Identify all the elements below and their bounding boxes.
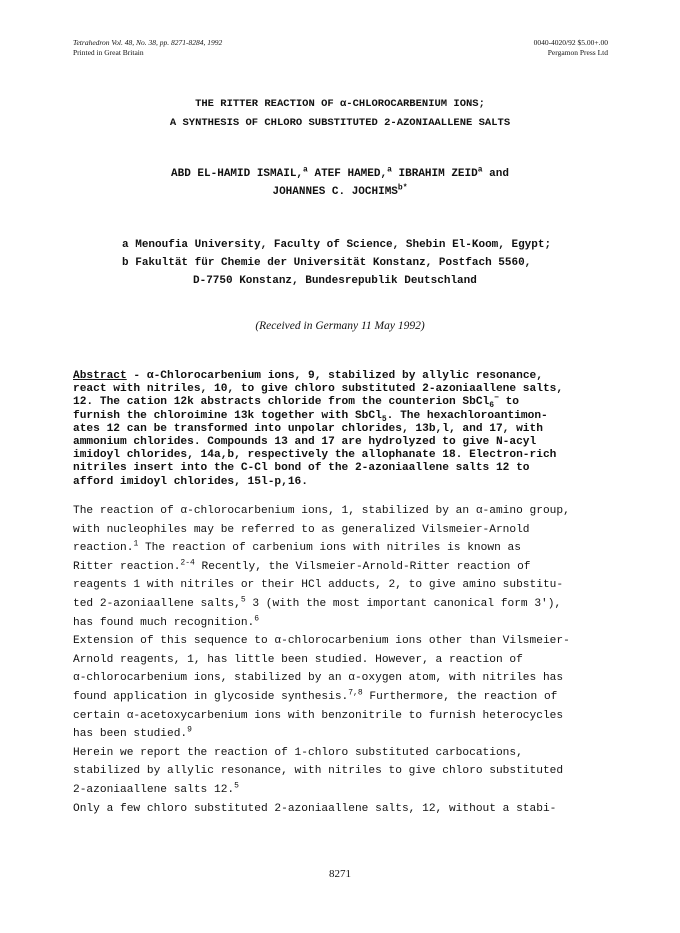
body-line: has been studied.$^9$: [73, 725, 192, 741]
author-2-affil: a: [387, 165, 392, 175]
affiliation-b: [122, 254, 531, 272]
body-line: The reaction of α-chlorocarbenium ions, 1, stabilized by an α-amino group,: [73, 505, 570, 517]
affiliation-b-text: Fakultät für Chemie der Universität Konstanz, Postfach 5560,: [135, 257, 532, 269]
author-1: ABD EL-HAMID ISMAIL,: [171, 168, 304, 180]
abstract-line: Abstract - α-Chlorocarbenium ions, 9, stabilized by allylic resonance,: [73, 370, 543, 382]
affiliation-a-mark: a: [122, 239, 129, 251]
body-line: Only a few chloro substituted 2-azoniaallene salts, 12, without a stabi-: [73, 802, 557, 815]
reference-marker: 6: [254, 613, 260, 623]
author-4-affil: b*: [397, 183, 408, 193]
reference-marker: 9: [187, 725, 192, 735]
reference-marker: 7,8: [348, 688, 363, 698]
article-title-line-1: THE RITTER REACTION OF α-CHLOROCARBENIUM IONS;: [195, 98, 485, 110]
article-title-line-2: A SYNTHESIS OF CHLORO SUBSTITUTED 2-AZONIAALLENE SALTS: [169, 117, 511, 129]
author-2: ATEF HAMED,: [314, 168, 388, 180]
journal-header: [73, 38, 222, 57]
reference-marker: 1: [133, 539, 139, 549]
printed-in: Printed in Great Britain: [73, 47, 144, 57]
publisher-header: [534, 38, 608, 57]
body-line: has found much recognition.$^6$: [73, 613, 260, 629]
body-line: Ritter reaction.$^{2-4}$ Recently, the Vilsmeier-Arnold-Ritter reaction of: [73, 558, 531, 573]
body-line: ted 2-azoniaallene salts,$^5$ 3 (with the most important canonical form 3'),: [73, 595, 562, 610]
abstract-label: Abstract: [73, 370, 127, 382]
reference-marker: 5: [234, 781, 239, 791]
affiliation-a: [122, 236, 551, 254]
body-line: stabilized by allylic resonance, with nitriles to give chloro substituted: [73, 765, 564, 778]
author-3-affil: a: [477, 165, 483, 175]
body-text: [73, 502, 618, 818]
affiliation-b-mark: b: [122, 257, 129, 269]
body-line: with nucleophiles may be referred to as generalized Vilsmeier-Arnold: [73, 523, 530, 536]
body-line: Herein we report the reaction of 1-chloro substituted carbocations,: [73, 746, 523, 759]
reference-marker: 2-4: [180, 558, 195, 568]
abstract-line: afford imidoyl chlorides, 15l-p,16.: [73, 475, 308, 488]
reference-marker: 5: [240, 595, 246, 605]
abstract-line: 12. The cation 12k abstracts chloride from the counterion SbCl$_6$− to: [73, 393, 520, 411]
author-1-affil: a: [303, 165, 308, 175]
body-line: found application in glycoside synthesis.$^{7,8}$ Furthermore, the reaction of: [73, 688, 558, 703]
author-list-line-2: [0, 184, 680, 201]
abstract-line: react with nitriles, 10, to give chloro substituted 2-azoniaallene salts,: [73, 383, 564, 396]
abstract-line: furnish the chloroimine 13k together with SbCl$_5$. The hexachloroantimon-: [73, 409, 548, 424]
publisher-name: Pergamon Press Ltd: [547, 47, 608, 57]
page-number: 8271: [329, 868, 351, 880]
body-line: α-chlorocarbenium ions, stabilized by an α-oxygen atom, with nitriles has: [73, 672, 564, 685]
body-line: reaction.$^1$ The reaction of carbenium ions with nitriles is known as: [73, 539, 521, 555]
abstract-line: ates 12 can be transformed into unpolar chlorides, 13b,l, and 17, with: [73, 422, 543, 435]
abstract-line: nitriles insert into the C-Cl bond of the 2-azoniaallene salts 12 to: [73, 462, 530, 475]
body-line: reagents 1 with nitriles or their HCl adducts, 2, to give amino substitu-: [73, 579, 564, 592]
author-3: IBRAHIM ZEID: [398, 168, 478, 180]
body-line: Arnold reagents, 1, has little been studied. However, a reaction of: [73, 653, 523, 666]
affiliation-a-text: Menoufia University, Faculty of Science, Shebin El-Koom, Egypt;: [135, 239, 552, 251]
affiliation-b-line-2: D-7750 Konstanz, Bundesrepublik Deutschland: [193, 275, 477, 287]
author-4: JOHANNES C. JOCHIMS: [272, 186, 398, 198]
body-line: Extension of this sequence to α-chlorocarbenium ions other than Vilsmeier-: [73, 635, 570, 648]
abstract-line: imidoyl chlorides, 14a,b, respectively the allophanate 18. Electron-rich: [73, 449, 557, 462]
abstract: [73, 370, 613, 489]
author-conjunction: and: [489, 168, 509, 180]
price-code: 0040-4020/92 $5.00+.00: [533, 38, 608, 47]
journal-citation: Tetrahedron Vol. 48, No. 38, pp. 8271-8284, 1992: [73, 38, 223, 47]
author-list: [0, 166, 680, 183]
abstract-line: ammonium chlorides. Compounds 13 and 17 are hydrolyzed to give N-acyl: [73, 436, 537, 449]
body-line: 2-azoniaallene salts 12.$^5$: [73, 781, 239, 796]
body-line: certain α-acetoxycarbenium ions with benzonitrile to furnish heterocycles: [73, 709, 564, 722]
received-date: (Received in Germany 11 May 1992): [255, 320, 425, 332]
